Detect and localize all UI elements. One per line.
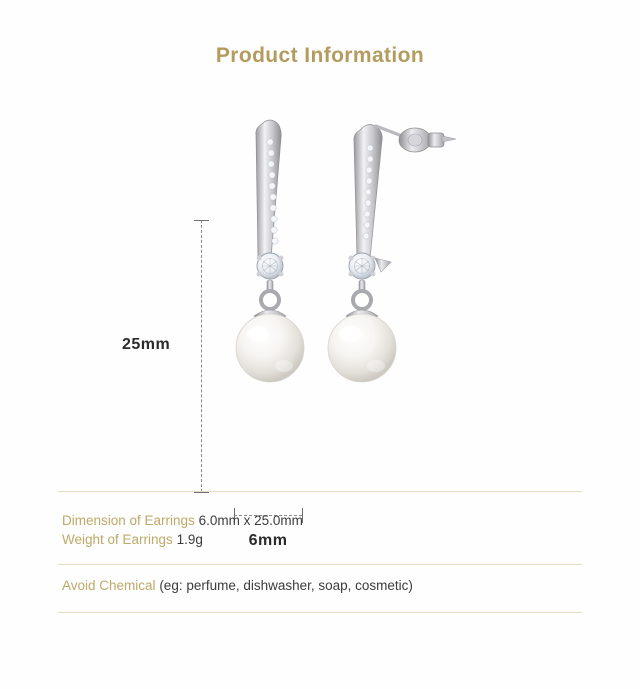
page-title: Product Information [215, 44, 425, 67]
height-dimension-line [201, 220, 202, 492]
height-dimension-label: 25mm [122, 336, 171, 353]
width-dimension-label: 6mm [248, 532, 288, 549]
divider-middle [58, 564, 582, 565]
notice-key: Avoid Chemical [62, 578, 156, 593]
divider-bottom [58, 612, 582, 613]
spec-weight-value: 1.9g [176, 532, 203, 547]
spec-weight-key: Weight of Earrings [62, 532, 173, 547]
spec-dimension-value: 6.0mm x 25.0mm [198, 513, 303, 528]
notice-avoid-chemical [62, 578, 413, 593]
earrings-illustration [210, 100, 500, 470]
height-dimension-cap-bottom [194, 492, 209, 493]
spec-dimension [62, 513, 303, 528]
spec-dimension-key: Dimension of Earrings [62, 513, 195, 528]
height-dimension-cap-top [194, 220, 209, 221]
notice-value: (eg: perfume, dishwasher, soap, cosmetic) [159, 578, 413, 593]
spec-weight [62, 532, 203, 547]
earrings-image [210, 100, 500, 470]
divider-top [58, 491, 582, 492]
